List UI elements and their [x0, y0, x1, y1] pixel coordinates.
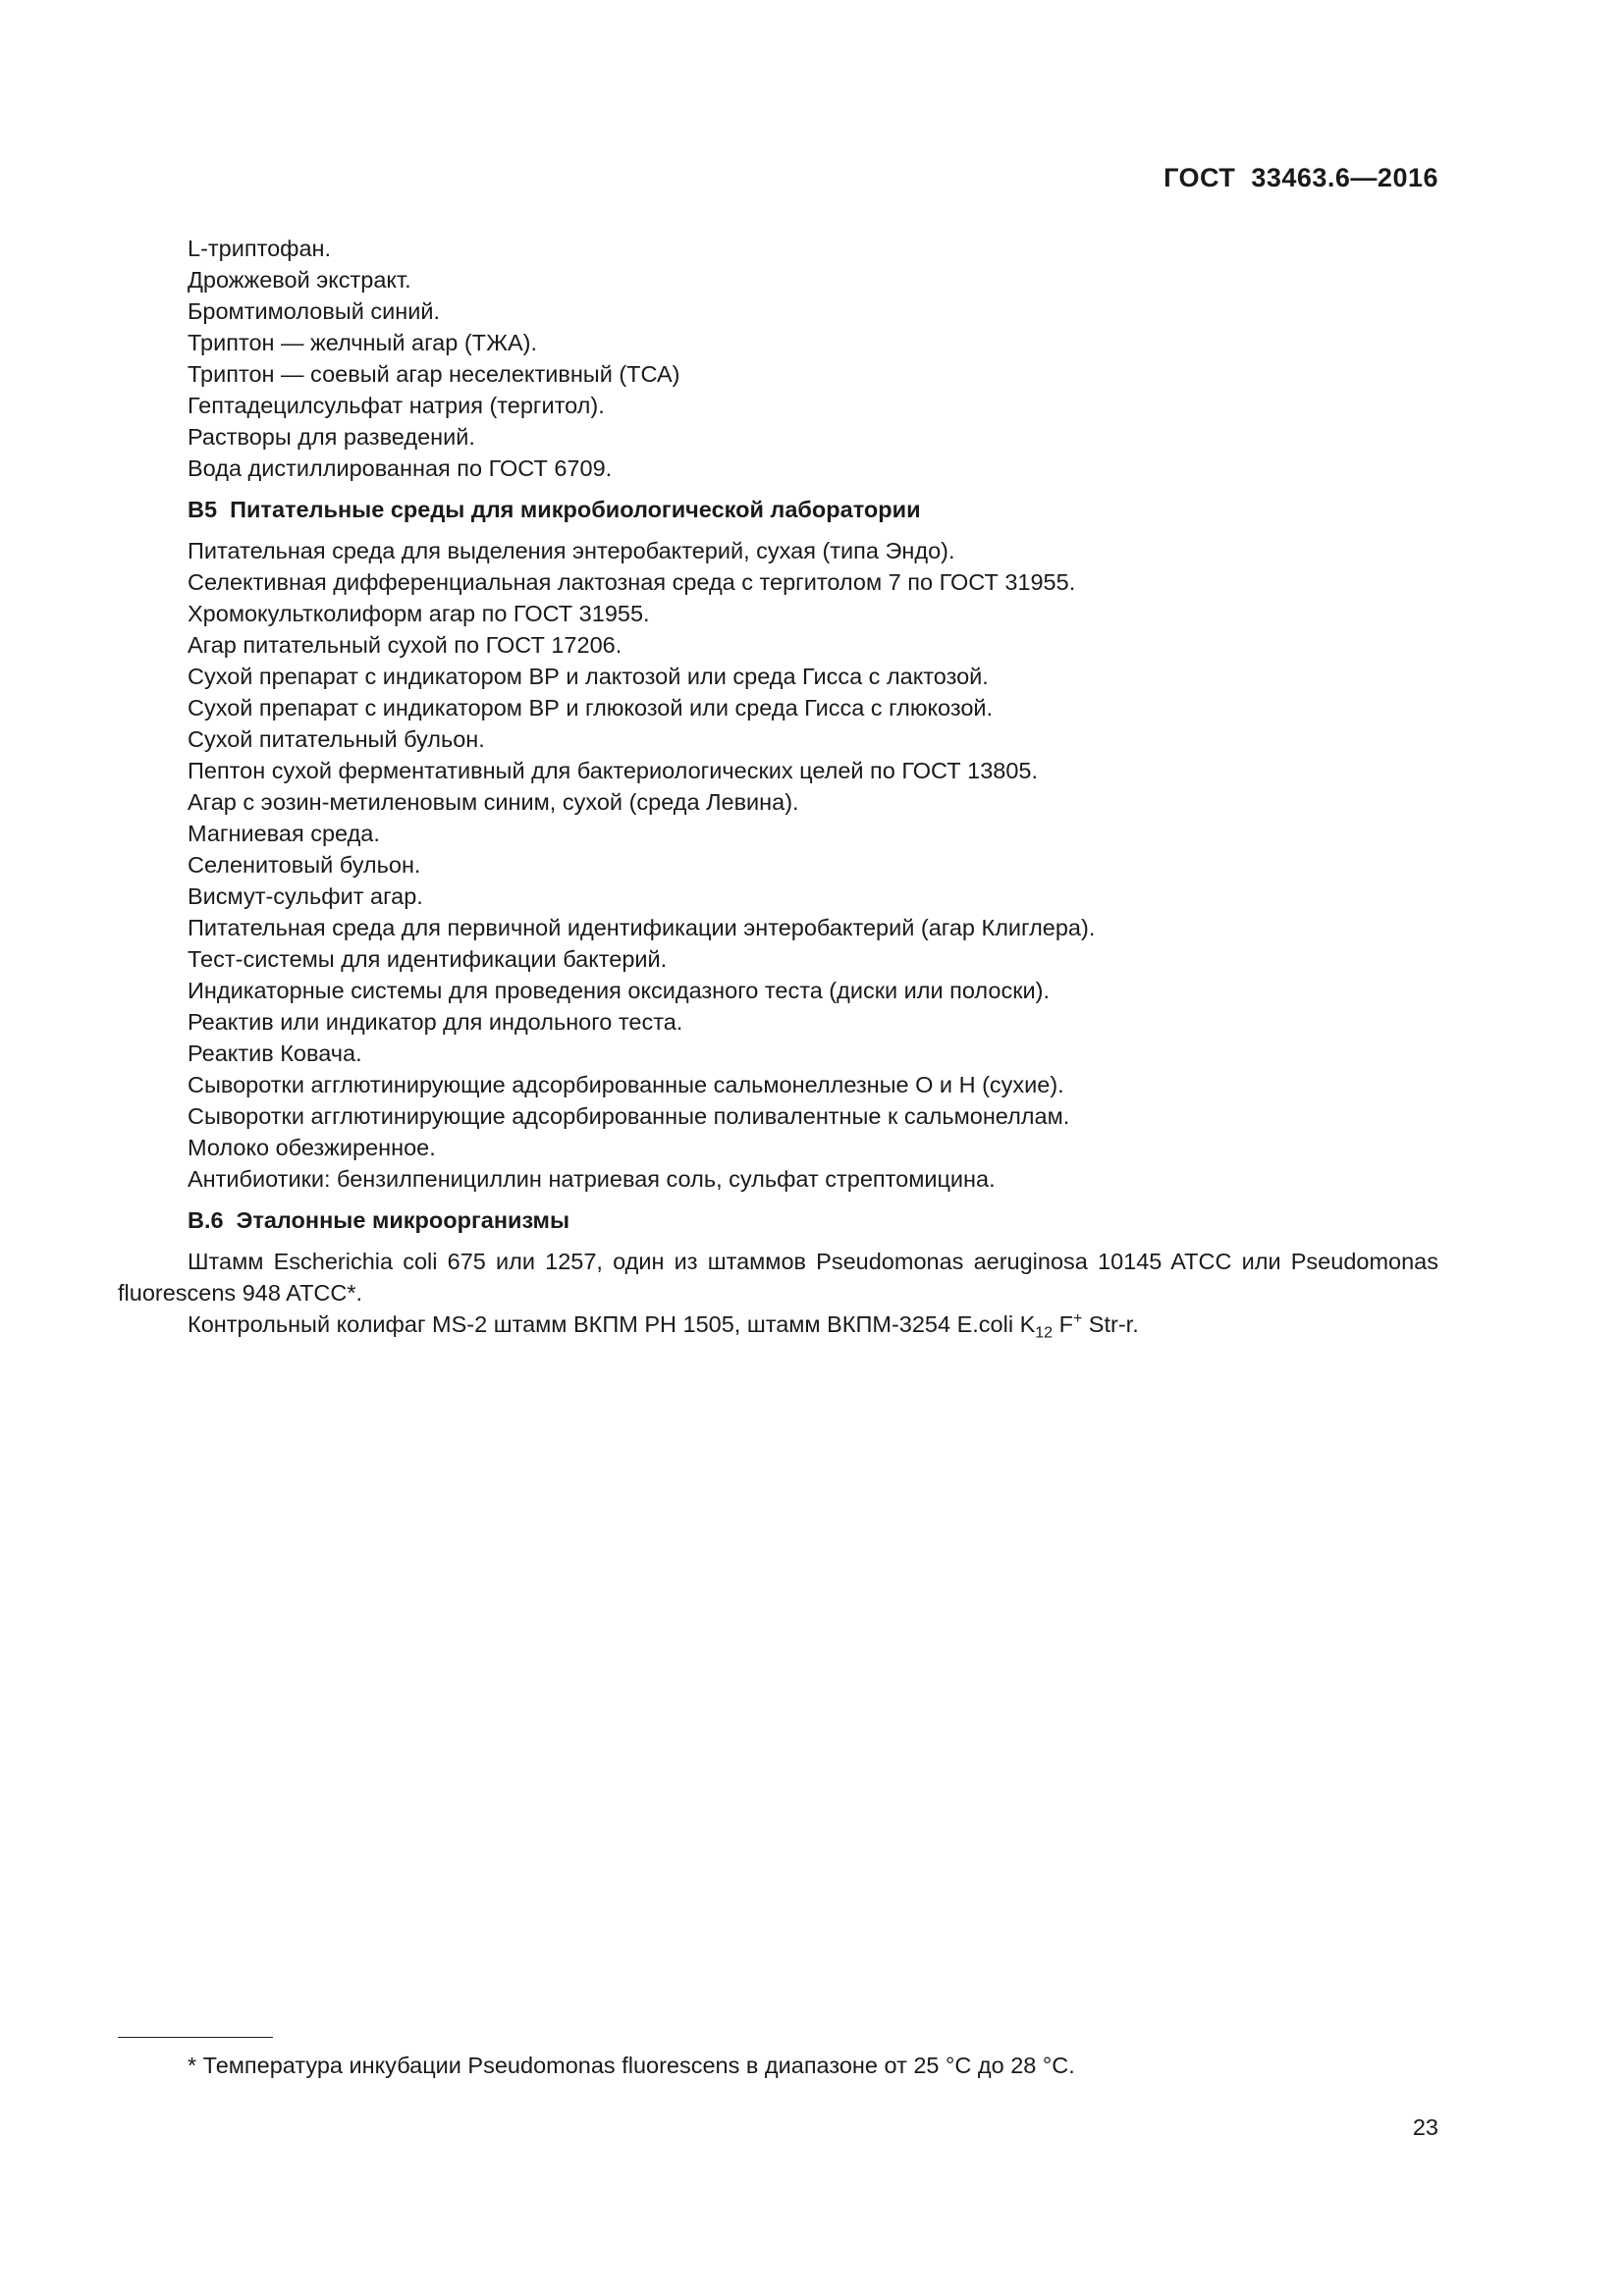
- list-item: Растворы для разведений.: [188, 424, 475, 450]
- document-header: ГОСТ 33463.6—2016: [1163, 163, 1438, 192]
- list-item: Молоко обезжиренное.: [188, 1135, 436, 1160]
- list-item: Антибиотики: бензилпенициллин натриевая соль, сульфат стрептомицина.: [188, 1166, 996, 1192]
- coliphage-text: Контрольный колифаг MS-2 штамм ВКПМ РН 1505, штамм ВКПМ-3254 E.coli K: [188, 1311, 1036, 1337]
- list-item: Питательная среда для первичной идентификации энтеробактерий (агар Клиглера).: [188, 915, 1096, 940]
- coliphage-f: F: [1053, 1311, 1073, 1337]
- list-item: Дрожжевой экстракт.: [188, 267, 411, 293]
- list-item: Триптон — желчный агар (ТЖА).: [188, 330, 537, 355]
- list-item: Индикаторные системы для проведения оксидазного теста (диски или полоски).: [188, 978, 1050, 1003]
- superscript-plus: +: [1072, 1310, 1083, 1328]
- materials-list: [118, 233, 1438, 484]
- list-item: Реактив или индикатор для индольного теста.: [188, 1009, 683, 1035]
- strains-paragraph: Штамм Escherichia coli 675 или 1257, один из штаммов Pseudomonas aeruginosa 10145 ATCC или Pseudomonas fluorescens 948 ATCC*.: [118, 1249, 1438, 1306]
- subscript-12: 12: [1035, 1324, 1054, 1342]
- list-item: Бромтимоловый синий.: [188, 298, 441, 324]
- list-item: Пептон сухой ферментативный для бактериологических целей по ГОСТ 13805.: [188, 758, 1039, 783]
- list-item: Магниевая среда.: [188, 821, 380, 846]
- section-b6-title: В.6 Эталонные микроорганизмы: [188, 1207, 570, 1233]
- list-item: Питательная среда для выделения энтеробактерий, сухая (типа Эндо).: [188, 538, 955, 563]
- list-item: Сухой питательный бульон.: [188, 726, 485, 752]
- list-item: Сухой препарат с индикатором ВР и глюкозой или среда Гисса с глюкозой.: [188, 695, 994, 721]
- list-item: Гептадецилсульфат натрия (тергитол).: [188, 393, 605, 418]
- list-item: Вода дистиллированная по ГОСТ 6709.: [188, 455, 613, 481]
- list-item: Хромокультколиформ агар по ГОСТ 31955.: [188, 601, 650, 626]
- list-item: Триптон — соевый агар неселективный (ТСА): [188, 361, 680, 387]
- coliphage-end: Str-r.: [1082, 1311, 1139, 1337]
- footnote-divider: [118, 2037, 273, 2038]
- list-item: Селективная дифференциальная лактозная среда с тергитолом 7 по ГОСТ 31955.: [188, 569, 1076, 595]
- list-item: Реактив Ковача.: [188, 1041, 362, 1066]
- list-item: Висмут-сульфит агар.: [188, 883, 423, 909]
- footnote: * Температура инкубации Pseudomonas fluorescens в диапазоне от 25 °С до 28 °С.: [188, 2053, 1075, 2078]
- list-item: Селенитовый бульон.: [188, 852, 421, 878]
- list-item: Агар питательный сухой по ГОСТ 17206.: [188, 632, 622, 658]
- list-item: Агар с эозин-метиленовым синим, сухой (среда Левина).: [188, 789, 799, 815]
- coliphage-paragraph: [118, 1308, 1438, 1340]
- list-item: L-триптофан.: [188, 236, 332, 261]
- list-item: Сыворотки агглютинирующие адсорбированные поливалентные к сальмонеллам.: [188, 1103, 1070, 1129]
- list-item: Сухой препарат с индикатором ВР и лактозой или среда Гисса с лактозой.: [188, 664, 989, 689]
- media-list: [118, 535, 1438, 1195]
- list-item: Тест-системы для идентификации бактерий.: [188, 946, 668, 972]
- page-number: 23: [1412, 2114, 1438, 2140]
- page-content: [118, 233, 1438, 1340]
- list-item: Сыворотки агглютинирующие адсорбированные сальмонеллезные О и Н (сухие).: [188, 1072, 1064, 1097]
- section-b5-title: В5 Питательные среды для микробиологической лаборатории: [188, 497, 921, 522]
